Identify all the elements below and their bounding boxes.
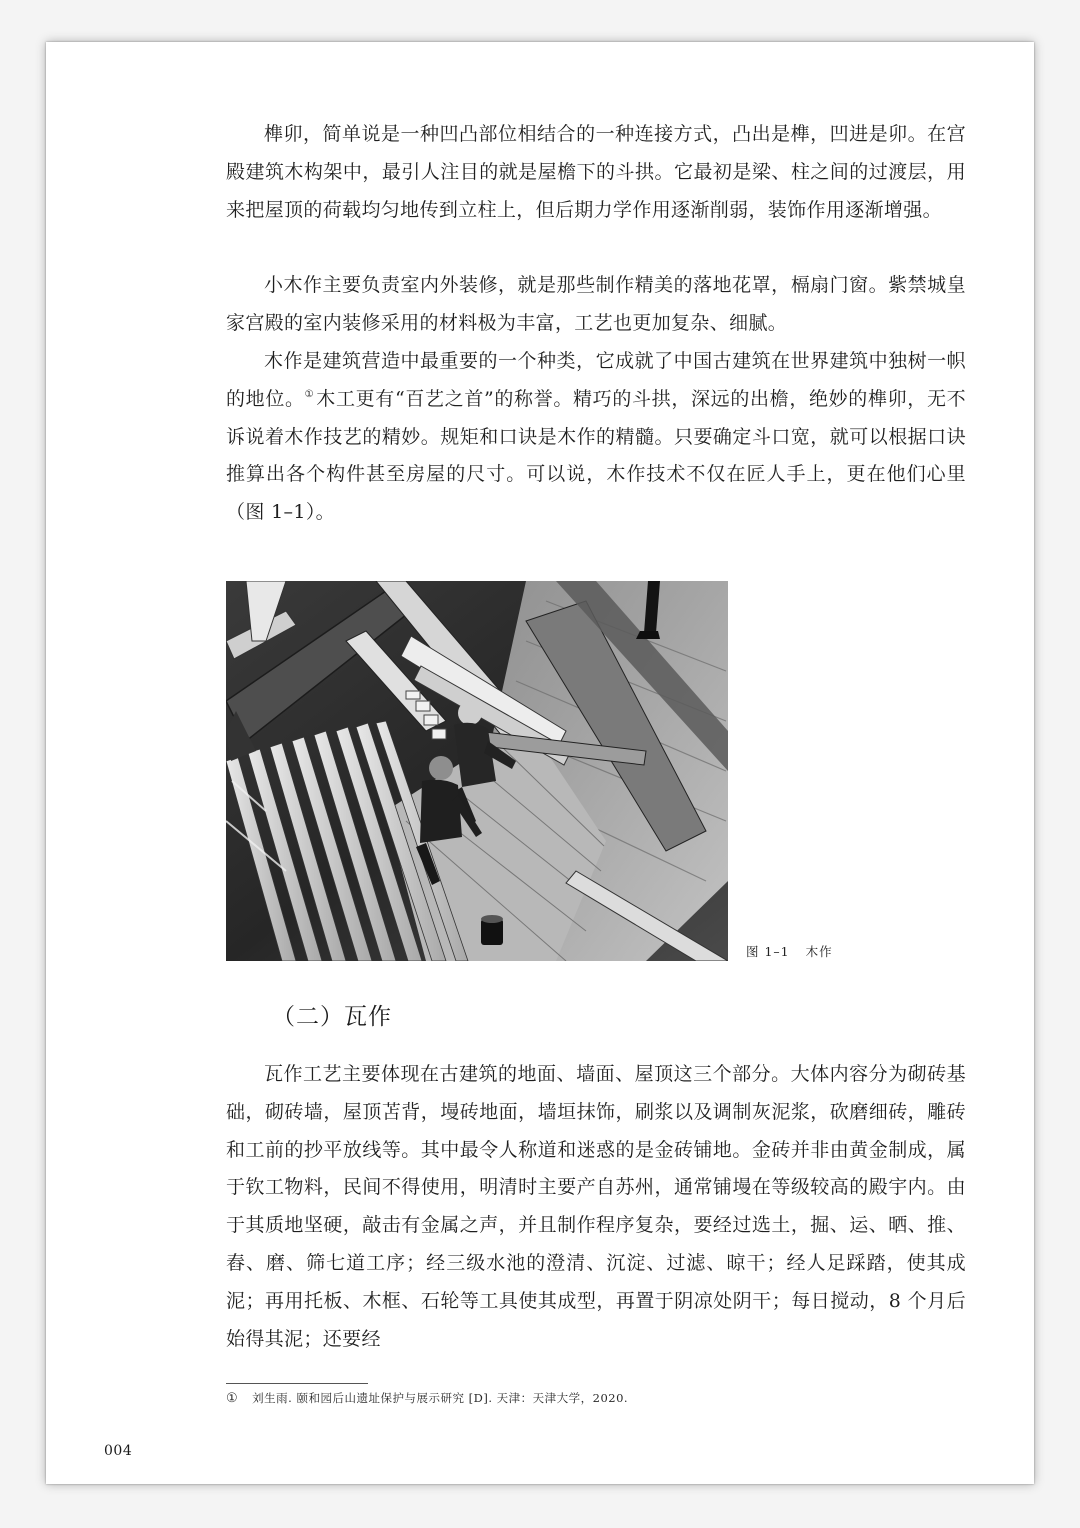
footnote	[226, 1390, 628, 1406]
footnote-reference[interactable]: ①	[304, 388, 315, 400]
footnote-mark: ①	[226, 1391, 239, 1406]
body-text: 木作是建筑营造中最重要的一个种类，它成就了中国古建筑在世界建筑中独树一帜的地位。	[226, 350, 966, 410]
book-page	[46, 42, 1034, 1484]
footnote-divider	[226, 1383, 368, 1384]
body-paragraph: 小木作主要负责室内外装修，就是那些制作精美的落地花罩，槅扇门窗。紫禁城皇家宫殿的室内装修采用的材料极为丰富，工艺也更加复杂、细腻。	[226, 274, 966, 334]
body-paragraph	[226, 343, 966, 532]
figure-title: 木作	[805, 944, 833, 959]
figure-caption	[746, 942, 833, 960]
woodwork-photo	[226, 581, 728, 961]
figure-number: 图 1–1	[746, 944, 790, 959]
photo-illustration	[226, 581, 728, 961]
body-text: 木工更有“百艺之首”的称誉。精巧的斗拱，深远的出檐，绝妙的榫卯，无不诉说着木作技艺的精妙。规矩和口诀是木作的精髓。只要确定斗口宽，就可以根据口诀推算出各个构件甚至房屋的尺寸。可以说，木作技术不仅在匠人手上，更在他们心里（图 1–1）。	[226, 387, 966, 524]
page-number: 004	[104, 1443, 133, 1459]
footnote-text: 刘生雨. 颐和园后山遗址保护与展示研究 [D]. 天津：天津大学，2020.	[252, 1391, 629, 1405]
section-heading: （二）瓦作	[272, 1004, 392, 1030]
body-paragraph: 瓦作工艺主要体现在古建筑的地面、墙面、屋顶这三个部分。大体内容分为砌砖基础，砌砖墙，屋顶苫背，墁砖地面，墙垣抹饰，刷浆以及调制灰泥浆，砍磨细砖，雕砖和工前的抄平放线等。其中最令人称道和迷惑的是金砖铺地。金砖并非由黄金制成，属于钦工物料，民间不得使用，明清时主要产自苏州，通常铺墁在等级较高的殿宇内。由于其质地坚硬，敲击有金属之声，并且制作程序复杂，要经过选土，掘、运、晒、推、舂、磨、筛七道工序；经三级水池的澄清、沉淀、过滤、晾干；经人足踩踏，使其成泥；再用托板、木框、石轮等工具使其成型，再置于阴凉处阴干；每日搅动，8 个月后始得其泥；还要经	[226, 1063, 966, 1350]
body-paragraph: 榫卯，简单说是一种凹凸部位相结合的一种连接方式，凸出是榫，凹进是卯。在宫殿建筑木构架中，最引人注目的就是屋檐下的斗拱。它最初是梁、柱之间的过渡层，用来把屋顶的荷载均匀地传到立柱上，但后期力学作用逐渐削弱，装饰作用逐渐增强。	[226, 123, 966, 221]
